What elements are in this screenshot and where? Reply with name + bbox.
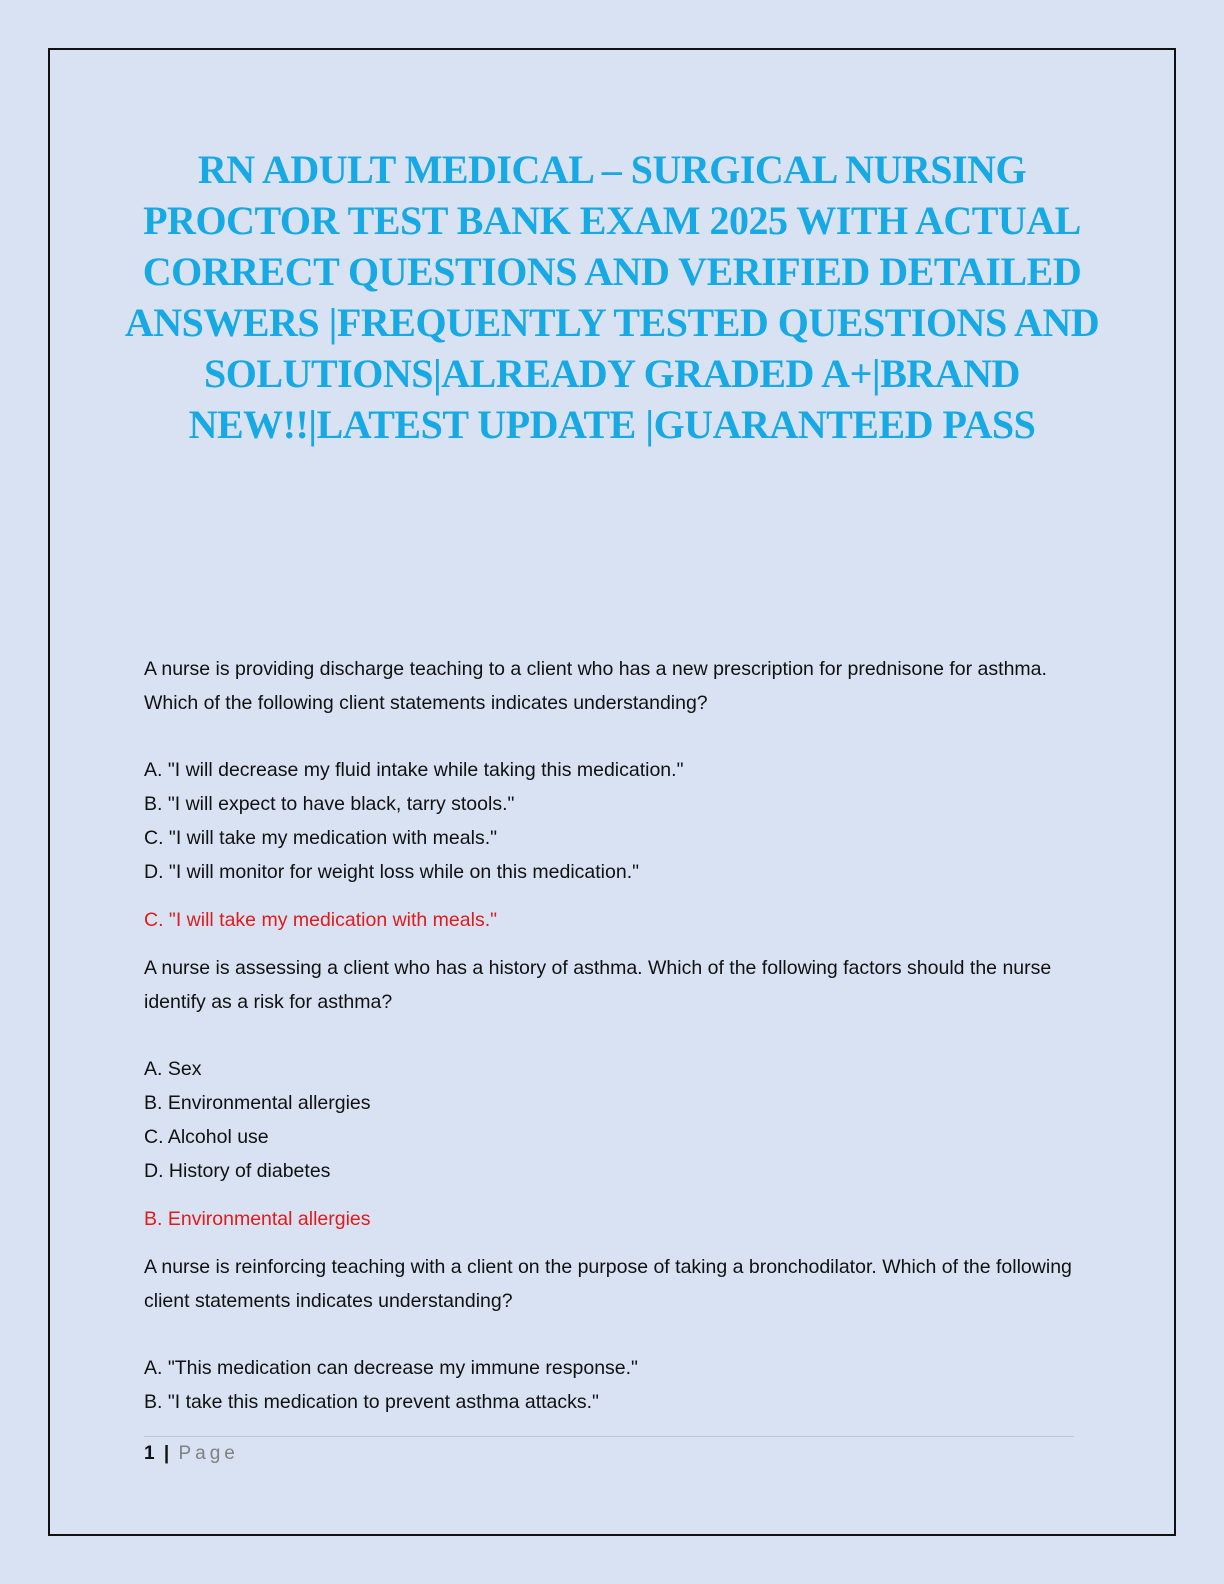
question-text: A nurse is providing discharge teaching to a client who has a new prescription for prednisone for asthma. Which of the following client statements indicates understanding? <box>144 658 1047 714</box>
question-text: A nurse is assessing a client who has a history of asthma. Which of the following factors should the nurse identify as a risk for asthma? <box>144 957 1052 1013</box>
option-item: C. Alcohol use <box>144 1126 269 1148</box>
correct-answer: C. "I will take my medication with meals." <box>144 909 498 931</box>
option-item: C. "I will take my medication with meals." <box>144 827 498 849</box>
option-list <box>144 753 1084 889</box>
page-label: Page <box>178 1443 239 1464</box>
page-number: 1 <box>144 1443 155 1464</box>
option-item: D. History of diabetes <box>144 1160 331 1182</box>
footer-divider <box>144 1436 1074 1437</box>
option-item: A. "This medication can decrease my immune response." <box>144 1357 638 1379</box>
option-list <box>144 1052 1084 1188</box>
option-item: D. "I will monitor for weight loss while on this medication." <box>144 861 640 883</box>
option-item: A. Sex <box>144 1058 202 1080</box>
question-block-2 <box>144 951 1084 1236</box>
question-block-3 <box>144 1250 1084 1419</box>
option-list <box>144 1351 1084 1419</box>
option-item: B. "I take this medication to prevent asthma attacks." <box>144 1391 599 1413</box>
option-item: B. Environmental allergies <box>144 1092 371 1114</box>
option-item: A. "I will decrease my fluid intake while taking this medication." <box>144 759 684 781</box>
correct-answer: B. Environmental allergies <box>144 1208 371 1230</box>
page-footer <box>144 1441 239 1467</box>
document-title: RN ADULT MEDICAL – SURGICAL NURSING PROCTOR TEST BANK EXAM 2025 WITH ACTUAL CORRECT QUESTIONS AND VERIFIED DETAILED ANSWERS |FREQUENTLY TESTED QUESTIONS AND SOLUTIONS|ALREADY GRADED A+|BRAND NEW!!|LATEST UPDATE |GUARANTEED PASS <box>124 147 1100 447</box>
document-content <box>144 652 1084 1419</box>
option-item: B. "I will expect to have black, tarry stools." <box>144 793 515 815</box>
footer-separator: | <box>163 1443 170 1464</box>
question-block-1 <box>144 652 1084 937</box>
question-text: A nurse is reinforcing teaching with a client on the purpose of taking a bronchodilator. Which of the following client statements indicates understanding? <box>144 1256 1072 1312</box>
